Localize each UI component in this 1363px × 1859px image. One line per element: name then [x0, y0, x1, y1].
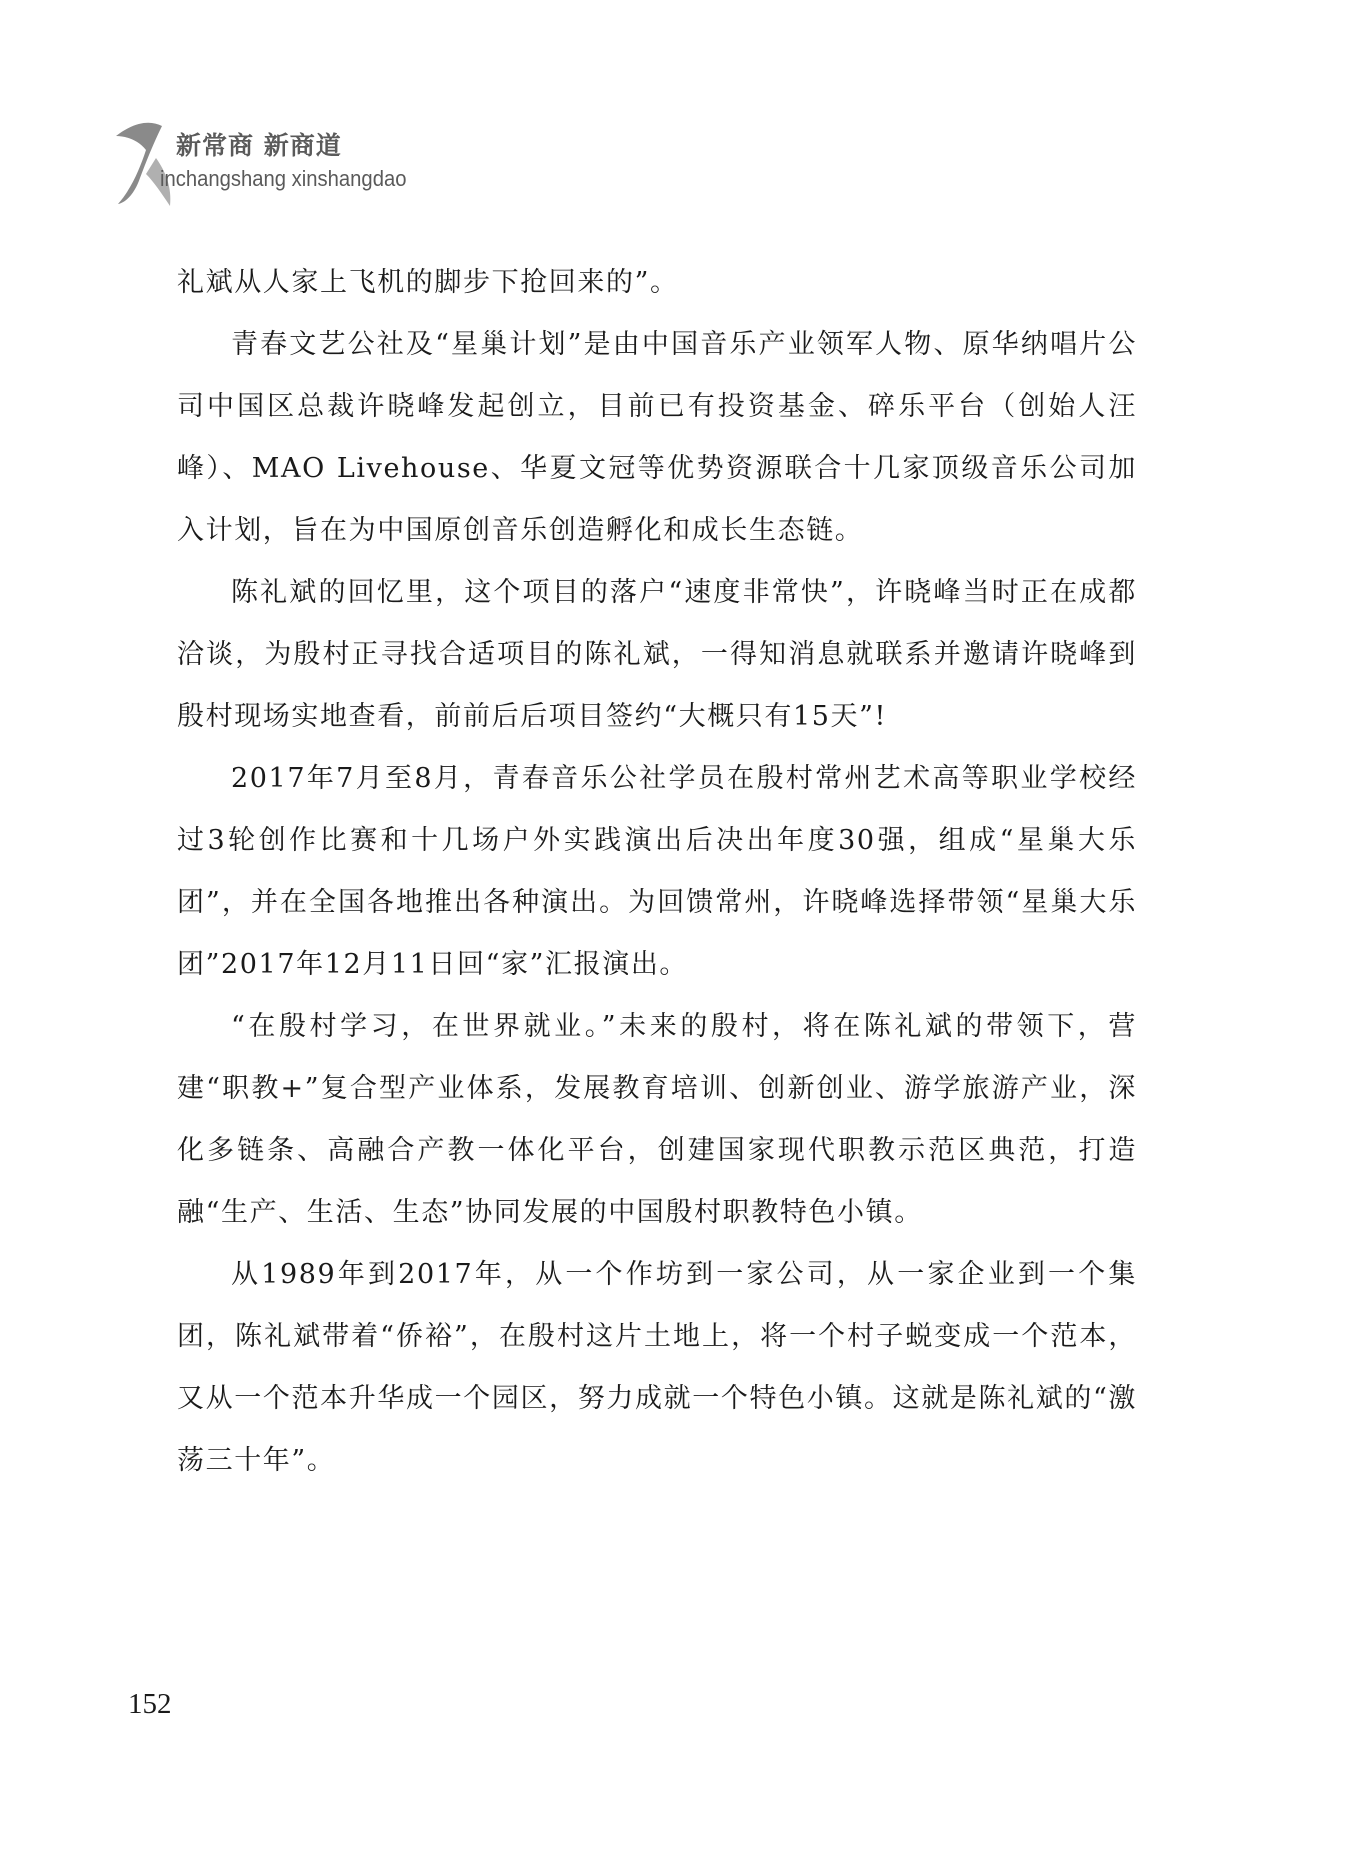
paragraph-2: 青春文艺公社及“星巢计划”是由中国音乐产业领军人物、原华纳唱片公司中国区总裁许晓峰发起创立，目前已有投资基金、碎乐平台（创始人汪峰）、MAO Livehouse、华夏文冠等优势资源联合十几家顶级音乐公司加入计划，旨在为中国原创音乐创造孵化和成长生态链。: [177, 329, 1137, 546]
paragraph-3: 陈礼斌的回忆里，这个项目的落户“速度非常快”，许晓峰当时正在成都洽谈，为殷村正寻找合适项目的陈礼斌，一得知消息就联系并邀请许晓峰到殷村现场实地查看，前前后后项目签约“大概只有15天”!: [177, 577, 1137, 732]
paragraph-4: 2017年7月至8月，青春音乐公社学员在殷村常州艺术高等职业学校经过3轮创作比赛和十几场户外实践演出后决出年度30强，组成“星巢大乐团”，并在全国各地推出各种演出。为回馈常州，许晓峰选择带领“星巢大乐团”2017年12月11日回“家”汇报演出。: [177, 763, 1137, 980]
header-subtitle: inchangshang xinshangdao: [160, 166, 407, 191]
running-header: [110, 118, 530, 208]
paragraph-6: 从1989年到2017年，从一个作坊到一家公司，从一家企业到一个集团，陈礼斌带着“侨裕”，在殷村这片土地上，将一个村子蜕变成一个范本，又从一个范本升华成一个园区，努力成就一个特色小镇。这就是陈礼斌的“激荡三十年”。: [177, 1259, 1137, 1476]
page-number: 152: [128, 1688, 172, 1720]
paragraph-5: “在殷村学习，在世界就业。”未来的殷村，将在陈礼斌的带领下，营建“职教+”复合型产业体系，发展教育培训、创新创业、游学旅游产业，深化多链条、高融合产教一体化平台，创建国家现代职教示范区典范，打造融“生产、生活、生态”协同发展的中国殷村职教特色小镇。: [177, 1011, 1137, 1228]
logo-x-icon: [110, 118, 180, 208]
header-title: 新常商 新商道: [176, 131, 342, 160]
paragraph-1: 礼斌从人家上飞机的脚步下抢回来的”。: [177, 267, 679, 298]
body-text: [177, 252, 1137, 1492]
